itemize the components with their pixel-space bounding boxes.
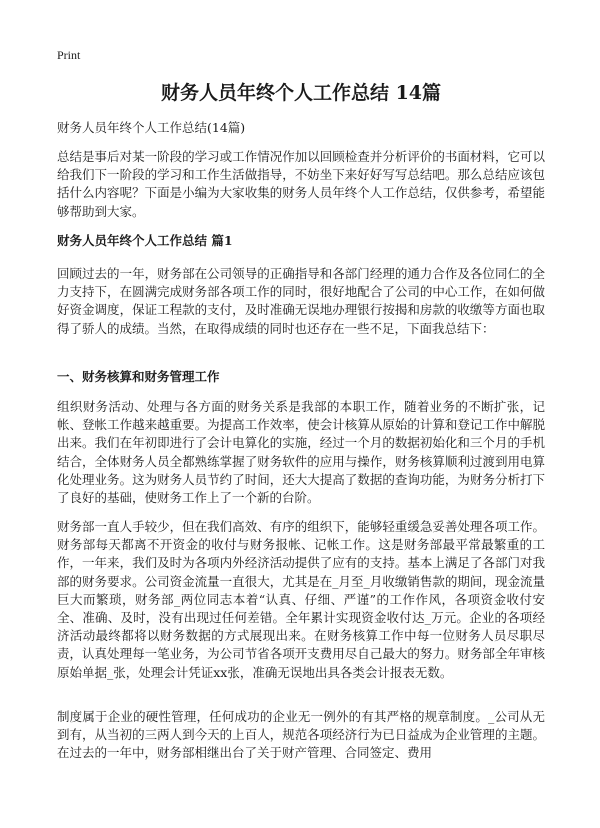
- paragraph-3: [57, 518, 545, 682]
- paragraph-2: [57, 398, 545, 507]
- paragraph-1: [57, 265, 545, 338]
- paragraph-4: [57, 708, 545, 763]
- paragraph-1-text: 回顾过去的一年，财务部在公司领导的正确指导和各部门经理的通力合作及各位同仁的全力支持下，在圆满完成财务部各项工作的同时，很好地配合了公司的中心工作，在如何做好资金调度，保证工程款的支付，及时准确无误地办理银行按揭和房款的收缴等方面也取得了骄人的成绩。当然，在取得成绩的同时也还存在一些不足，下面我总结下：: [57, 266, 545, 336]
- paragraph-4-text: 制度属于企业的硬性管理，任何成功的企业无一例外的有其严格的规章制度。_公司从无到有，从当初的三两人到今天的上百人，规范各项经济行为已日益成为企业管理的主题。在过去的一年中，财务部相继出台了关于财产管理、合同签定、费用: [57, 709, 545, 761]
- sub-heading: 一、财务核算和财务管理工作: [57, 369, 220, 384]
- paragraph-2-text: 组织财务活动、处理与各方面的财务关系是我部的本职工作，随着业务的不断扩张，记帐、登帐工作越来越重要。为提高工作效率，使会计核算从原始的计算和登记工作中解脱出来。我们在年初即进行了会计电算化的实施，经过一个月的数据初始化和三个月的手机结合，全体财务人员全都熟练掌握了财务软件的应用与操作，财务核算顺利过渡到用电算化处理业务。这为财务人员节约了时间，还大大提高了数据的查询功能，为财务分析打下了良好的基础，使财务工作上了一个新的台阶。: [57, 399, 545, 506]
- section-heading: 财务人员年终个人工作总结 篇1: [57, 233, 233, 248]
- intro-paragraph: [57, 148, 545, 221]
- paragraph-3-text: 财务部一直人手较少，但在我们高效、有序的组织下，能够轻重缓急妥善处理各项工作。财务部每天都离不开资金的收付与财务报帐、记帐工作。这是财务部最平常最繁重的工作，一年来，我们及时为各项内外经济活动提供了应有的支持。基本上满足了各部门对我部的财务要求。公司资金流量一直很大，尤其是在_月至_月收缴销售款的期间，现金流量巨大而繁琐，财务部_两位同志本着“认真、仔细、严谨”的工作作风，各项资金收付安全、准确、及时，没有出现过任何差错。全年累计实现资金收付达_万元。企业的各项经济活动最终都将以财务数据的方式展现出来。在财务核算工作中每一位财务人员尽职尽责，认真处理每一笔业务，为公司节省各项开支费用尽自己最大的努力。财务部全年审核原始单据_张，处理会计凭证xx张，准确无误地出具各类会计报表无数。: [57, 519, 545, 680]
- intro-text: 总结是事后对某一阶段的学习或工作情况作加以回顾检查并分析评价的书面材料，它可以给我们下一阶段的学习和工作生活做指导，不妨坐下来好好写写总结吧。那么总结应该包括什么内容呢？下面是小编为大家收集的财务人员年终个人工作总结，仅供参考，希望能够帮助到大家。: [57, 149, 545, 219]
- article-subtitle: 财务人员年终个人工作总结(14篇): [57, 120, 246, 135]
- page-title: 财务人员年终个人工作总结 14篇: [160, 82, 442, 104]
- print-link[interactable]: Print: [57, 48, 81, 62]
